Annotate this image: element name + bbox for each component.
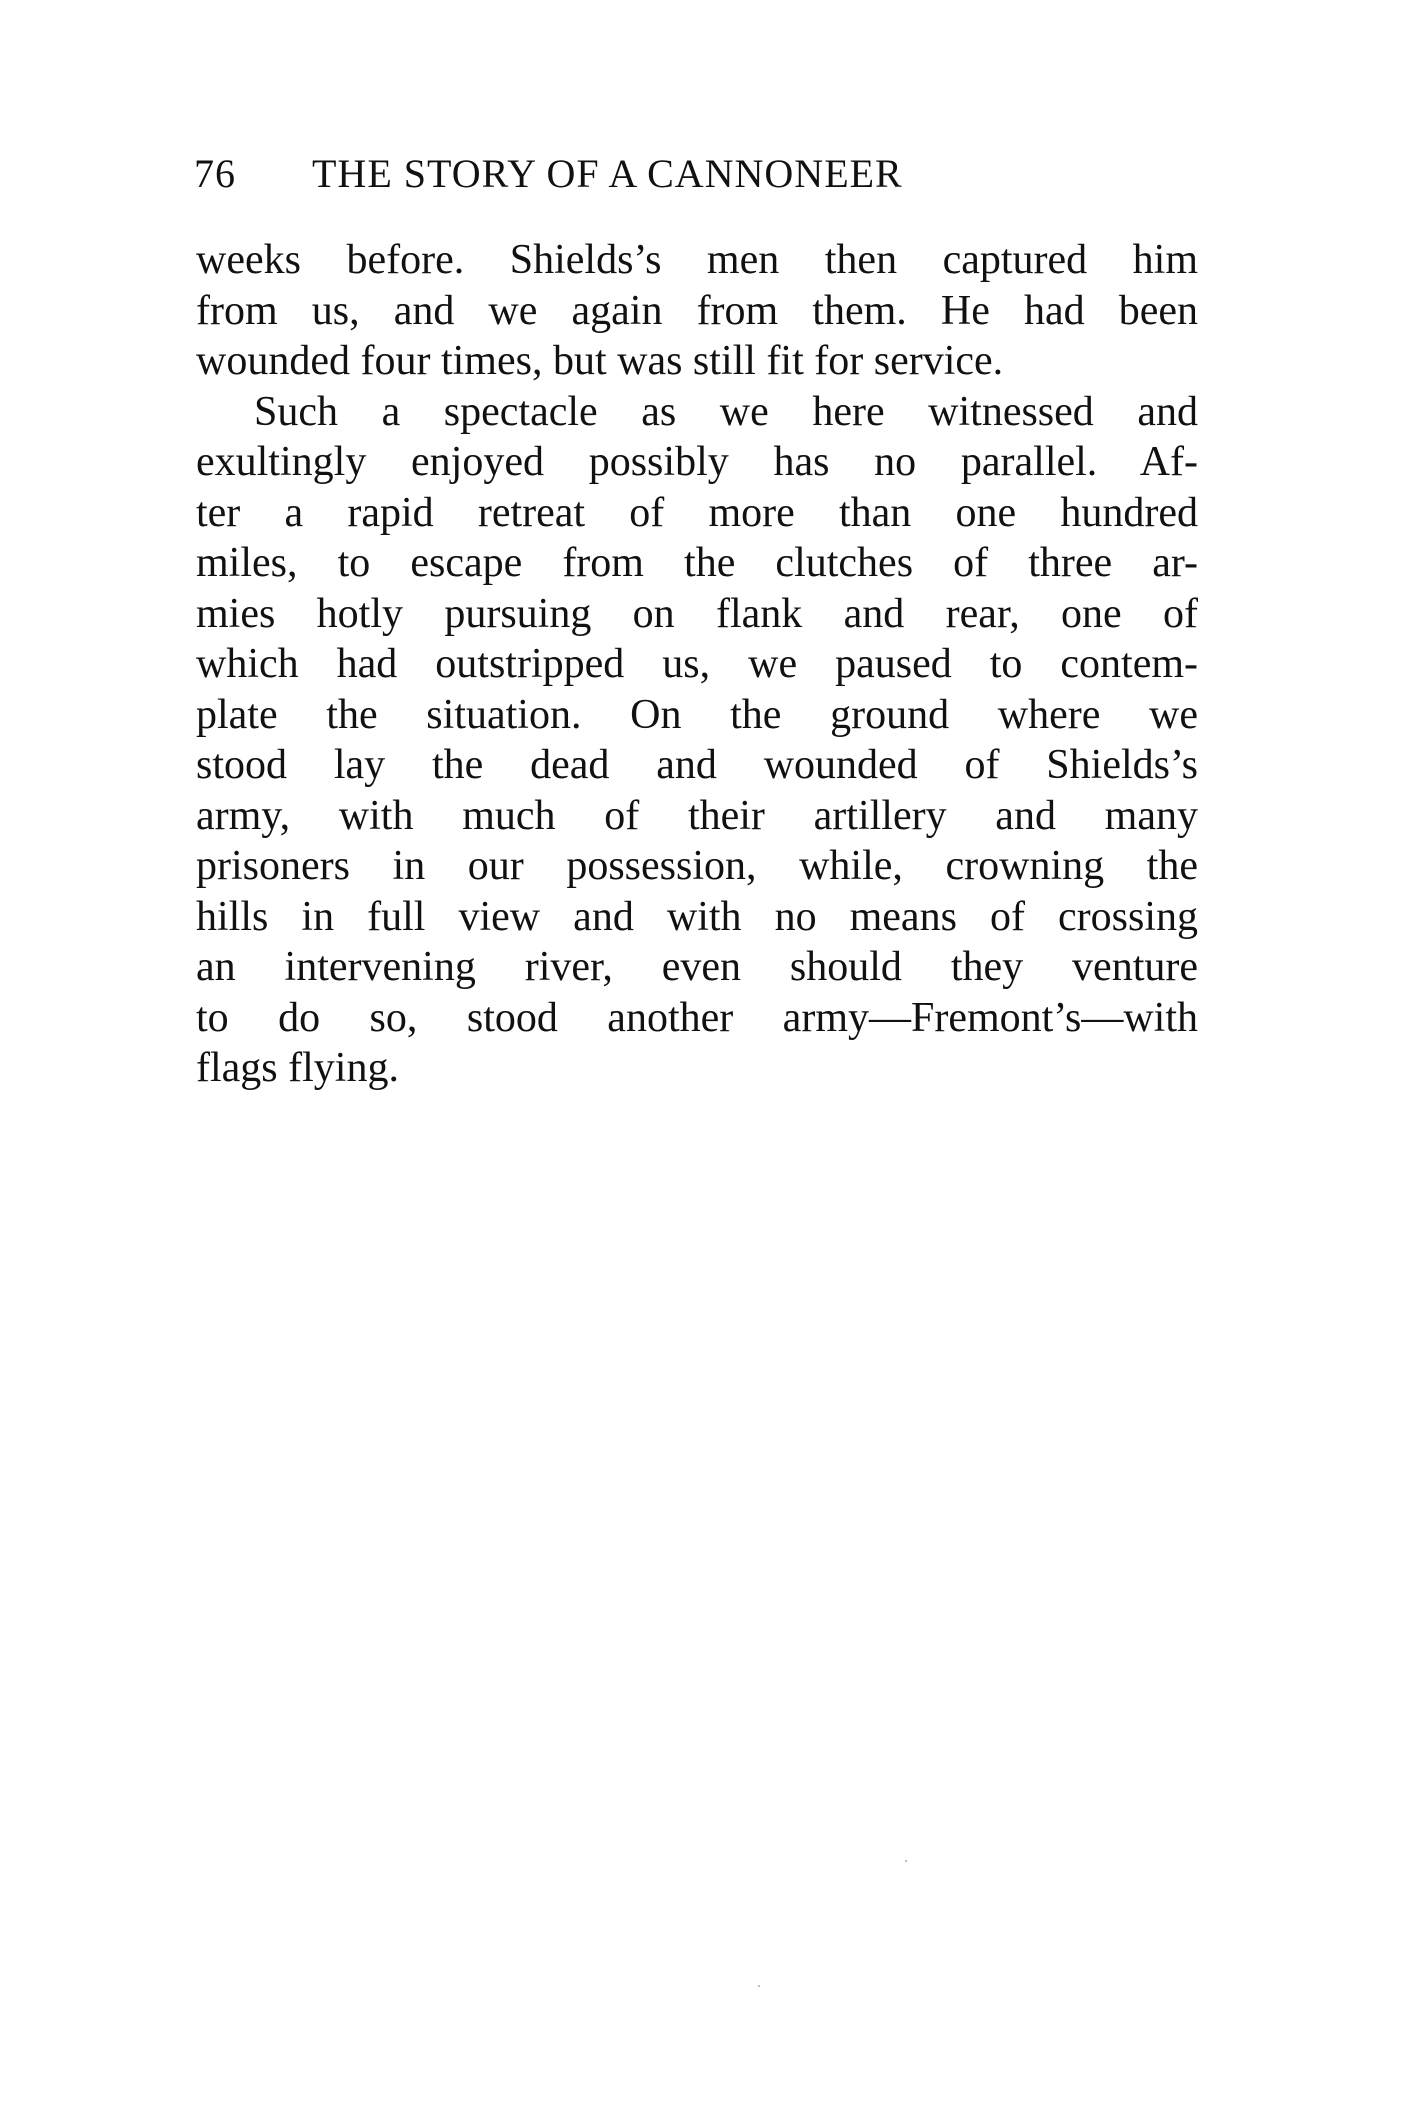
text-line: plate the situation. On the ground where we bbox=[196, 691, 1198, 738]
running-head bbox=[194, 150, 1194, 210]
text-line: wounded four times, but was still fit for service. bbox=[196, 338, 1004, 384]
page-number: 76 bbox=[194, 151, 236, 196]
paragraph-start-line: Such a spectacle as we here witnessed and bbox=[254, 388, 1198, 435]
paragraph-end-line: flags flying. bbox=[196, 1045, 399, 1091]
text-line: ter a rapid retreat of more than one hundred bbox=[196, 489, 1198, 536]
text-line: to do so, stood another army—Fremont’s—with bbox=[196, 994, 1198, 1041]
text-line: stood lay the dead and wounded of Shields’s bbox=[196, 742, 1198, 788]
text-line: weeks before. Shields’s men then captured him bbox=[196, 237, 1198, 283]
body-text bbox=[196, 235, 1198, 1094]
paper-speck bbox=[905, 1860, 907, 1862]
text-line: from us, and we again from them. He had been bbox=[196, 287, 1198, 334]
text-line: army, with much of their artillery and many bbox=[196, 792, 1198, 839]
paper-speck bbox=[758, 1985, 760, 1987]
text-line: mies hotly pursuing on flank and rear, one of bbox=[196, 590, 1198, 637]
text-line: prisoners in our possession, while, crowning the bbox=[196, 843, 1198, 889]
running-title: THE STORY OF A CANNONEER bbox=[312, 151, 903, 196]
text-line: hills in full view and with no means of crossing bbox=[196, 893, 1198, 940]
text-line: an intervening river, even should they venture bbox=[196, 944, 1198, 990]
text-line: miles, to escape from the clutches of three ar- bbox=[196, 540, 1198, 586]
text-line: which had outstripped us, we paused to contem- bbox=[196, 641, 1198, 687]
text-line: exultingly enjoyed possibly has no parallel. Af- bbox=[196, 439, 1198, 485]
